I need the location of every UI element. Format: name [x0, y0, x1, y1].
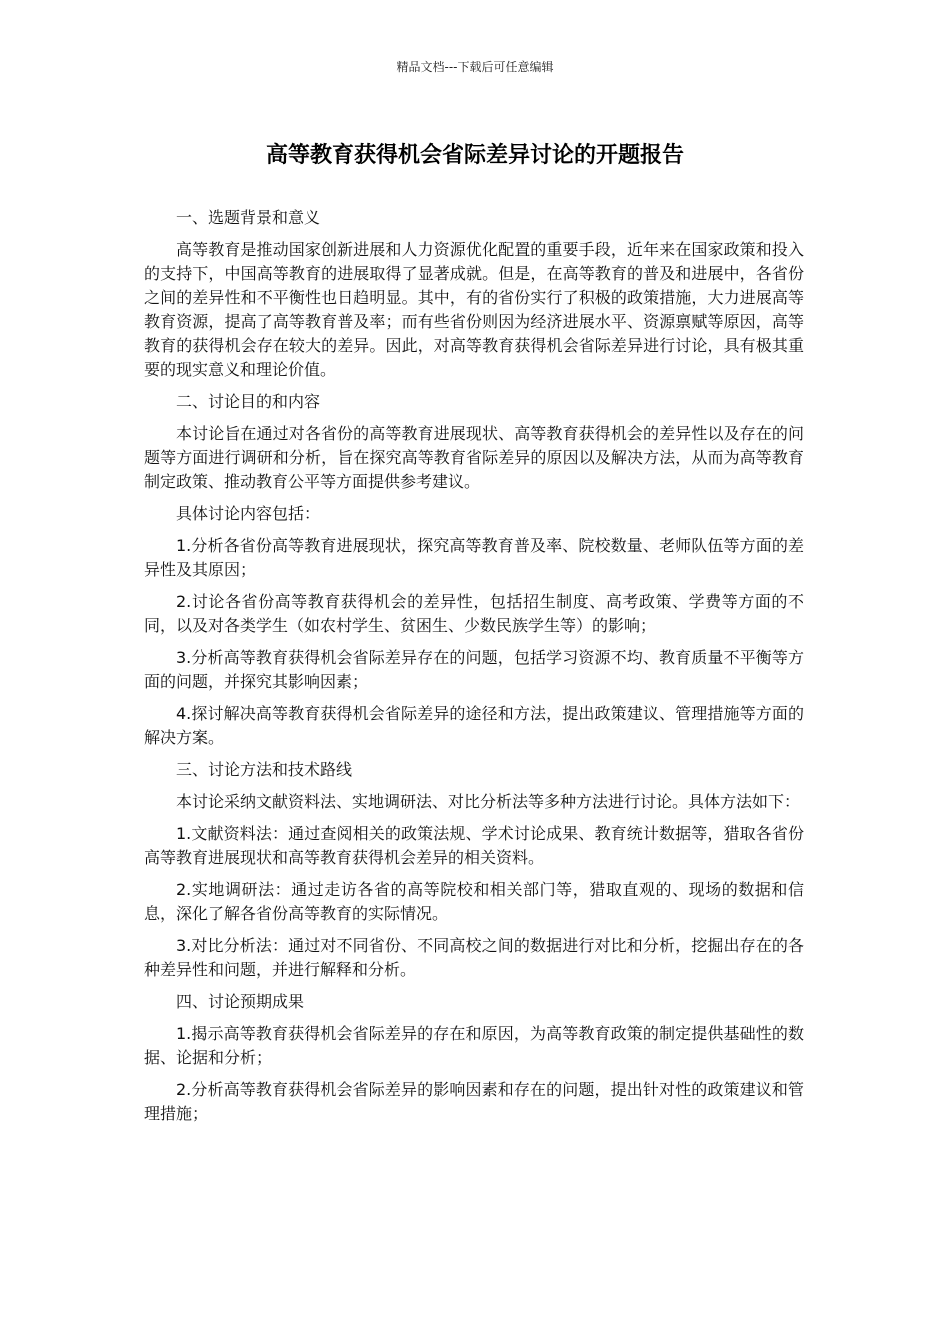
section-3-paragraph: 本讨论采纳文献资料法、实地调研法、对比分析法等多种方法进行讨论。具体方法如下： — [176, 792, 801, 811]
section-2-heading: 二、讨论目的和内容 — [176, 392, 321, 411]
section-1-paragraph: 高等教育是推动国家创新进展和人力资源优化配置的重要手段，近年来在国家政策和投入的支持下，中国高等教育的进展取得了显著成就。但是，在高等教育的普及和进展中，各省份之间的差异性和不平衡性也日趋明显。其中，有的省份实行了积极的政策措施，大力进展高等教育资源，提高了高等教育普及率；而有些省份则因为经济进展水平、资源禀赋等原因，高等教育的获得机会存在较大的差异。因此，对高等教育获得机会省际差异进行讨论，具有极其重要的现实意义和理论价值。 — [144, 240, 804, 379]
section-3-list-item: 3.对比分析法：通过对不同省份、不同高校之间的数据进行对比和分析，挖掘出存在的各种差异性和问题，并进行解释和分析。 — [144, 936, 804, 979]
section-3-heading: 三、讨论方法和技术路线 — [176, 760, 353, 779]
page-header-note: 精品文档---下载后可任意编辑 — [396, 60, 554, 74]
section-2-list-item: 1.分析各省份高等教育进展现状，探究高等教育普及率、院校数量、老师队伍等方面的差异性及其原因； — [144, 536, 804, 579]
section-4-list-item: 1.揭示高等教育获得机会省际差异的存在和原因，为高等教育政策的制定提供基础性的数据、论据和分析； — [144, 1024, 804, 1067]
section-1-heading: 一、选题背景和意义 — [176, 208, 321, 227]
section-4-list-item: 2.分析高等教育获得机会省际差异的影响因素和存在的问题，提出针对性的政策建议和管理措施； — [144, 1080, 804, 1123]
section-3-list-item: 1.文献资料法：通过查阅相关的政策法规、学术讨论成果、教育统计数据等，猎取各省份高等教育进展现状和高等教育获得机会差异的相关资料。 — [144, 824, 804, 867]
section-2-list-item: 4.探讨解决高等教育获得机会省际差异的途径和方法，提出政策建议、管理措施等方面的解决方案。 — [144, 704, 804, 747]
section-2-paragraph: 本讨论旨在通过对各省份的高等教育进展现状、高等教育获得机会的差异性以及存在的问题等方面进行调研和分析，旨在探究高等教育省际差异的原因以及解决方法，从而为高等教育制定政策、推动教育公平等方面提供参考建议。 — [144, 424, 804, 491]
section-2-list-intro: 具体讨论内容包括： — [176, 504, 321, 523]
section-2-list-item: 2.讨论各省份高等教育获得机会的差异性，包括招生制度、高考政策、学费等方面的不同，以及对各类学生（如农村学生、贫困生、少数民族学生等）的影响； — [144, 592, 804, 635]
section-2-list-item: 3.分析高等教育获得机会省际差异存在的问题，包括学习资源不均、教育质量不平衡等方面的问题，并探究其影响因素； — [144, 648, 804, 691]
document-title: 高等教育获得机会省际差异讨论的开题报告 — [265, 143, 684, 168]
section-4-heading: 四、讨论预期成果 — [176, 992, 305, 1011]
document-body — [144, 206, 804, 1134]
section-3-list-item: 2.实地调研法：通过走访各省的高等院校和相关部门等，猎取直观的、现场的数据和信息，深化了解各省份高等教育的实际情况。 — [144, 880, 804, 923]
